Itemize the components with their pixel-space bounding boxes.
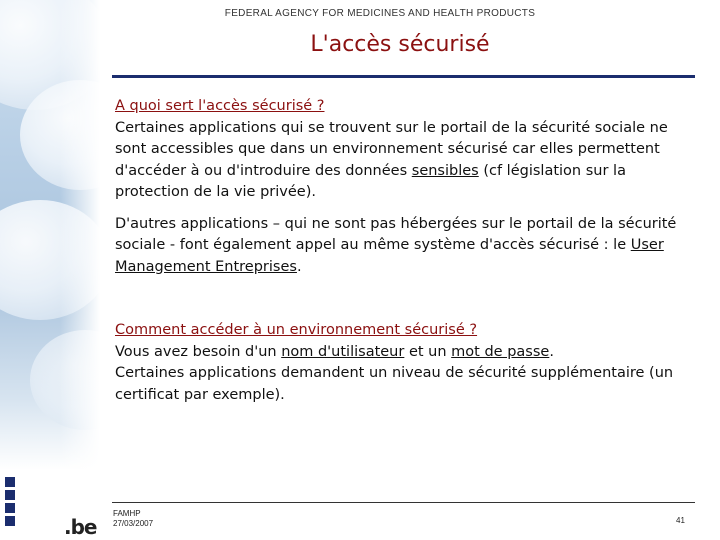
- text-run: D'autres applications – qui ne sont pas hébergées sur le portail de la sécurité sociale - font également appel au même système d'accès sécurisé : le: [115, 215, 677, 253]
- square: [5, 490, 15, 500]
- be-logo: .be: [64, 515, 97, 539]
- footer-divider: [112, 502, 695, 503]
- agency-name: FEDERAL AGENCY FOR MEDICINES AND HEALTH PRODUCTS: [224, 8, 536, 19]
- page-number: 41: [676, 516, 685, 525]
- square: [5, 516, 15, 526]
- paragraph-extra-security: Certaines applications demandent un niveau de sécurité supplémentaire (un certificat par exemple).: [115, 365, 674, 403]
- squares-decoration: [5, 477, 19, 529]
- paragraph-credentials: [115, 342, 695, 364]
- text-run: .: [549, 343, 554, 360]
- section-heading-purpose: A quoi sert l'accès sécurisé ?: [115, 98, 325, 114]
- footer-info: [113, 509, 153, 529]
- photo-fade: [60, 0, 100, 470]
- slide-title: L'accès sécurisé: [310, 32, 490, 57]
- text-run: .: [296, 258, 302, 275]
- decorative-pills-photo: [0, 0, 100, 470]
- footer-org: FAMHP: [113, 509, 141, 518]
- term-username: nom d'utilisateur: [281, 343, 405, 360]
- slide-body: [115, 96, 695, 406]
- text-run: et un: [404, 343, 452, 360]
- paragraph-purpose: [115, 118, 695, 204]
- paragraph-other-apps: [115, 214, 695, 279]
- term-password: mot de passe: [451, 343, 550, 360]
- text-run: Vous avez besoin d'un: [115, 343, 282, 360]
- term-user-management: User Management Entreprises: [115, 237, 664, 275]
- square: [5, 477, 15, 487]
- text-run: (cf législation sur la protection de la vie privée).: [115, 162, 626, 200]
- footer-date: 27/03/2007: [113, 519, 154, 528]
- square: [5, 503, 15, 513]
- section-heading-access: Comment accéder à un environnement sécurisé ?: [115, 322, 478, 338]
- title-divider: [112, 75, 695, 78]
- spacer: [115, 288, 695, 320]
- term-sensibles: sensibles: [411, 162, 479, 179]
- text-run: Certaines applications qui se trouvent sur le portail de la sécurité sociale ne sont accessibles que dans un environnement sécurisé car elles permettent d'accéder à ou d'introduire des données: [115, 119, 668, 179]
